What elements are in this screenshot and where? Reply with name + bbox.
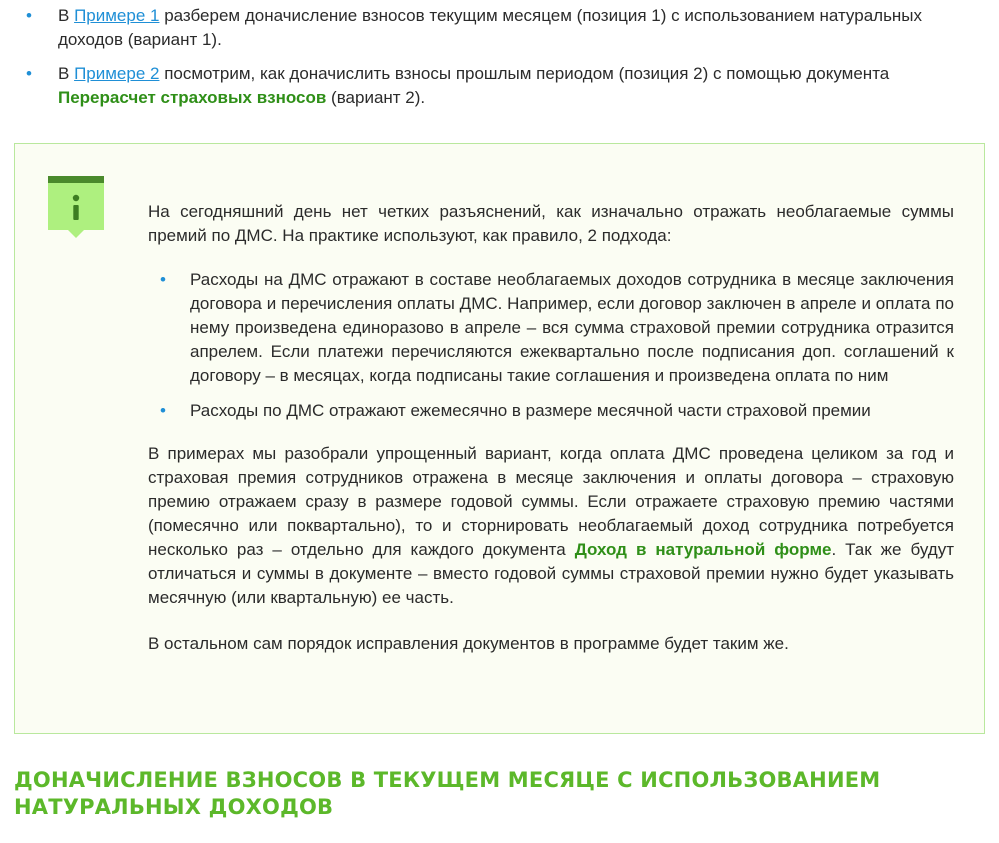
list-item (26, 4, 976, 52)
item-text: посмотрим, как доначислить взносы прошлым периодом (позиция 2) с помощью документа (159, 64, 890, 83)
note-body (148, 200, 954, 656)
note-paragraph: На сегодняшний день нет четких разъяснений, как изначально отражать необлагаемые суммы премий по ДМС. На практике используют, как правило, 2 подхода: (148, 202, 954, 245)
info-icon (48, 176, 104, 238)
list-item (148, 399, 954, 423)
document-name: Перерасчет страховых взносов (58, 88, 327, 107)
item-text: разберем доначисление взносов текущим месяцем (позиция 1) с использованием натуральных доходов (вариант 1). (58, 6, 923, 49)
section-heading: ДОНАЧИСЛЕНИЕ ВЗНОСОВ В ТЕКУЩЕМ МЕСЯЦЕ С ИСПОЛЬЗОВАНИЕМ НАТУРАЛЬНЫХ ДОХОДОВ (14, 768, 881, 819)
note-paragraph (148, 442, 954, 610)
list-item (26, 62, 976, 110)
paragraph-text: В примерах мы разобрали упрощенный вариант, когда оплата ДМС проведена целиком за год и страховая премия сотрудников отражена в месяце заключения и оплаты договора – страховую премию отражаем сразу в размере годовой суммы. Если отражаете страховую премию частями (помесячно или поквартально), то и сторнировать необлагаемый доход сотрудника потребуется несколько раз – отдельно для каждого документа (148, 444, 954, 559)
list-item-text: Расходы по ДМС отражают ежемесячно в размере месячной части страховой премии (190, 401, 871, 420)
item-prefix: В (58, 64, 75, 83)
document-name: Доход в натуральной форме (574, 540, 832, 559)
intro-list (26, 4, 976, 120)
bullet-icon: • (26, 6, 32, 25)
list-item-text: Расходы на ДМС отражают в составе необлагаемых доходов сотрудника в месяце заключения договора и перечисления оплаты ДМС. Например, если договор заключен в апреле и оплата по нему произведена единоразово в апреле – вся сумма страховой премии сотрудника отразится апрелем. Если платежи перечисляются ежеквартально после подписания доп. соглашений к договору – в месяцах, когда подписаны такие соглашения и произведена оплата по ним (190, 270, 954, 385)
list-item (148, 268, 954, 388)
bullet-icon: • (26, 64, 32, 83)
item-prefix: В (58, 6, 75, 25)
info-note-box (14, 143, 985, 734)
item-suffix: (вариант 2). (326, 88, 426, 107)
bullet-icon: • (160, 401, 166, 420)
paragraph-text: . Так же будут отличаться и суммы в документе – вместо годовой суммы страховой премии нужно будет указывать месячную (или квартальную) ее часть. (148, 540, 954, 607)
note-list (148, 268, 954, 423)
example-2-link[interactable]: Примере 2 (74, 64, 160, 83)
note-paragraph: В остальном сам порядок исправления документов в программе будет таким же. (148, 634, 789, 653)
bullet-icon: • (160, 270, 166, 289)
example-1-link[interactable]: Примере 1 (74, 6, 160, 25)
